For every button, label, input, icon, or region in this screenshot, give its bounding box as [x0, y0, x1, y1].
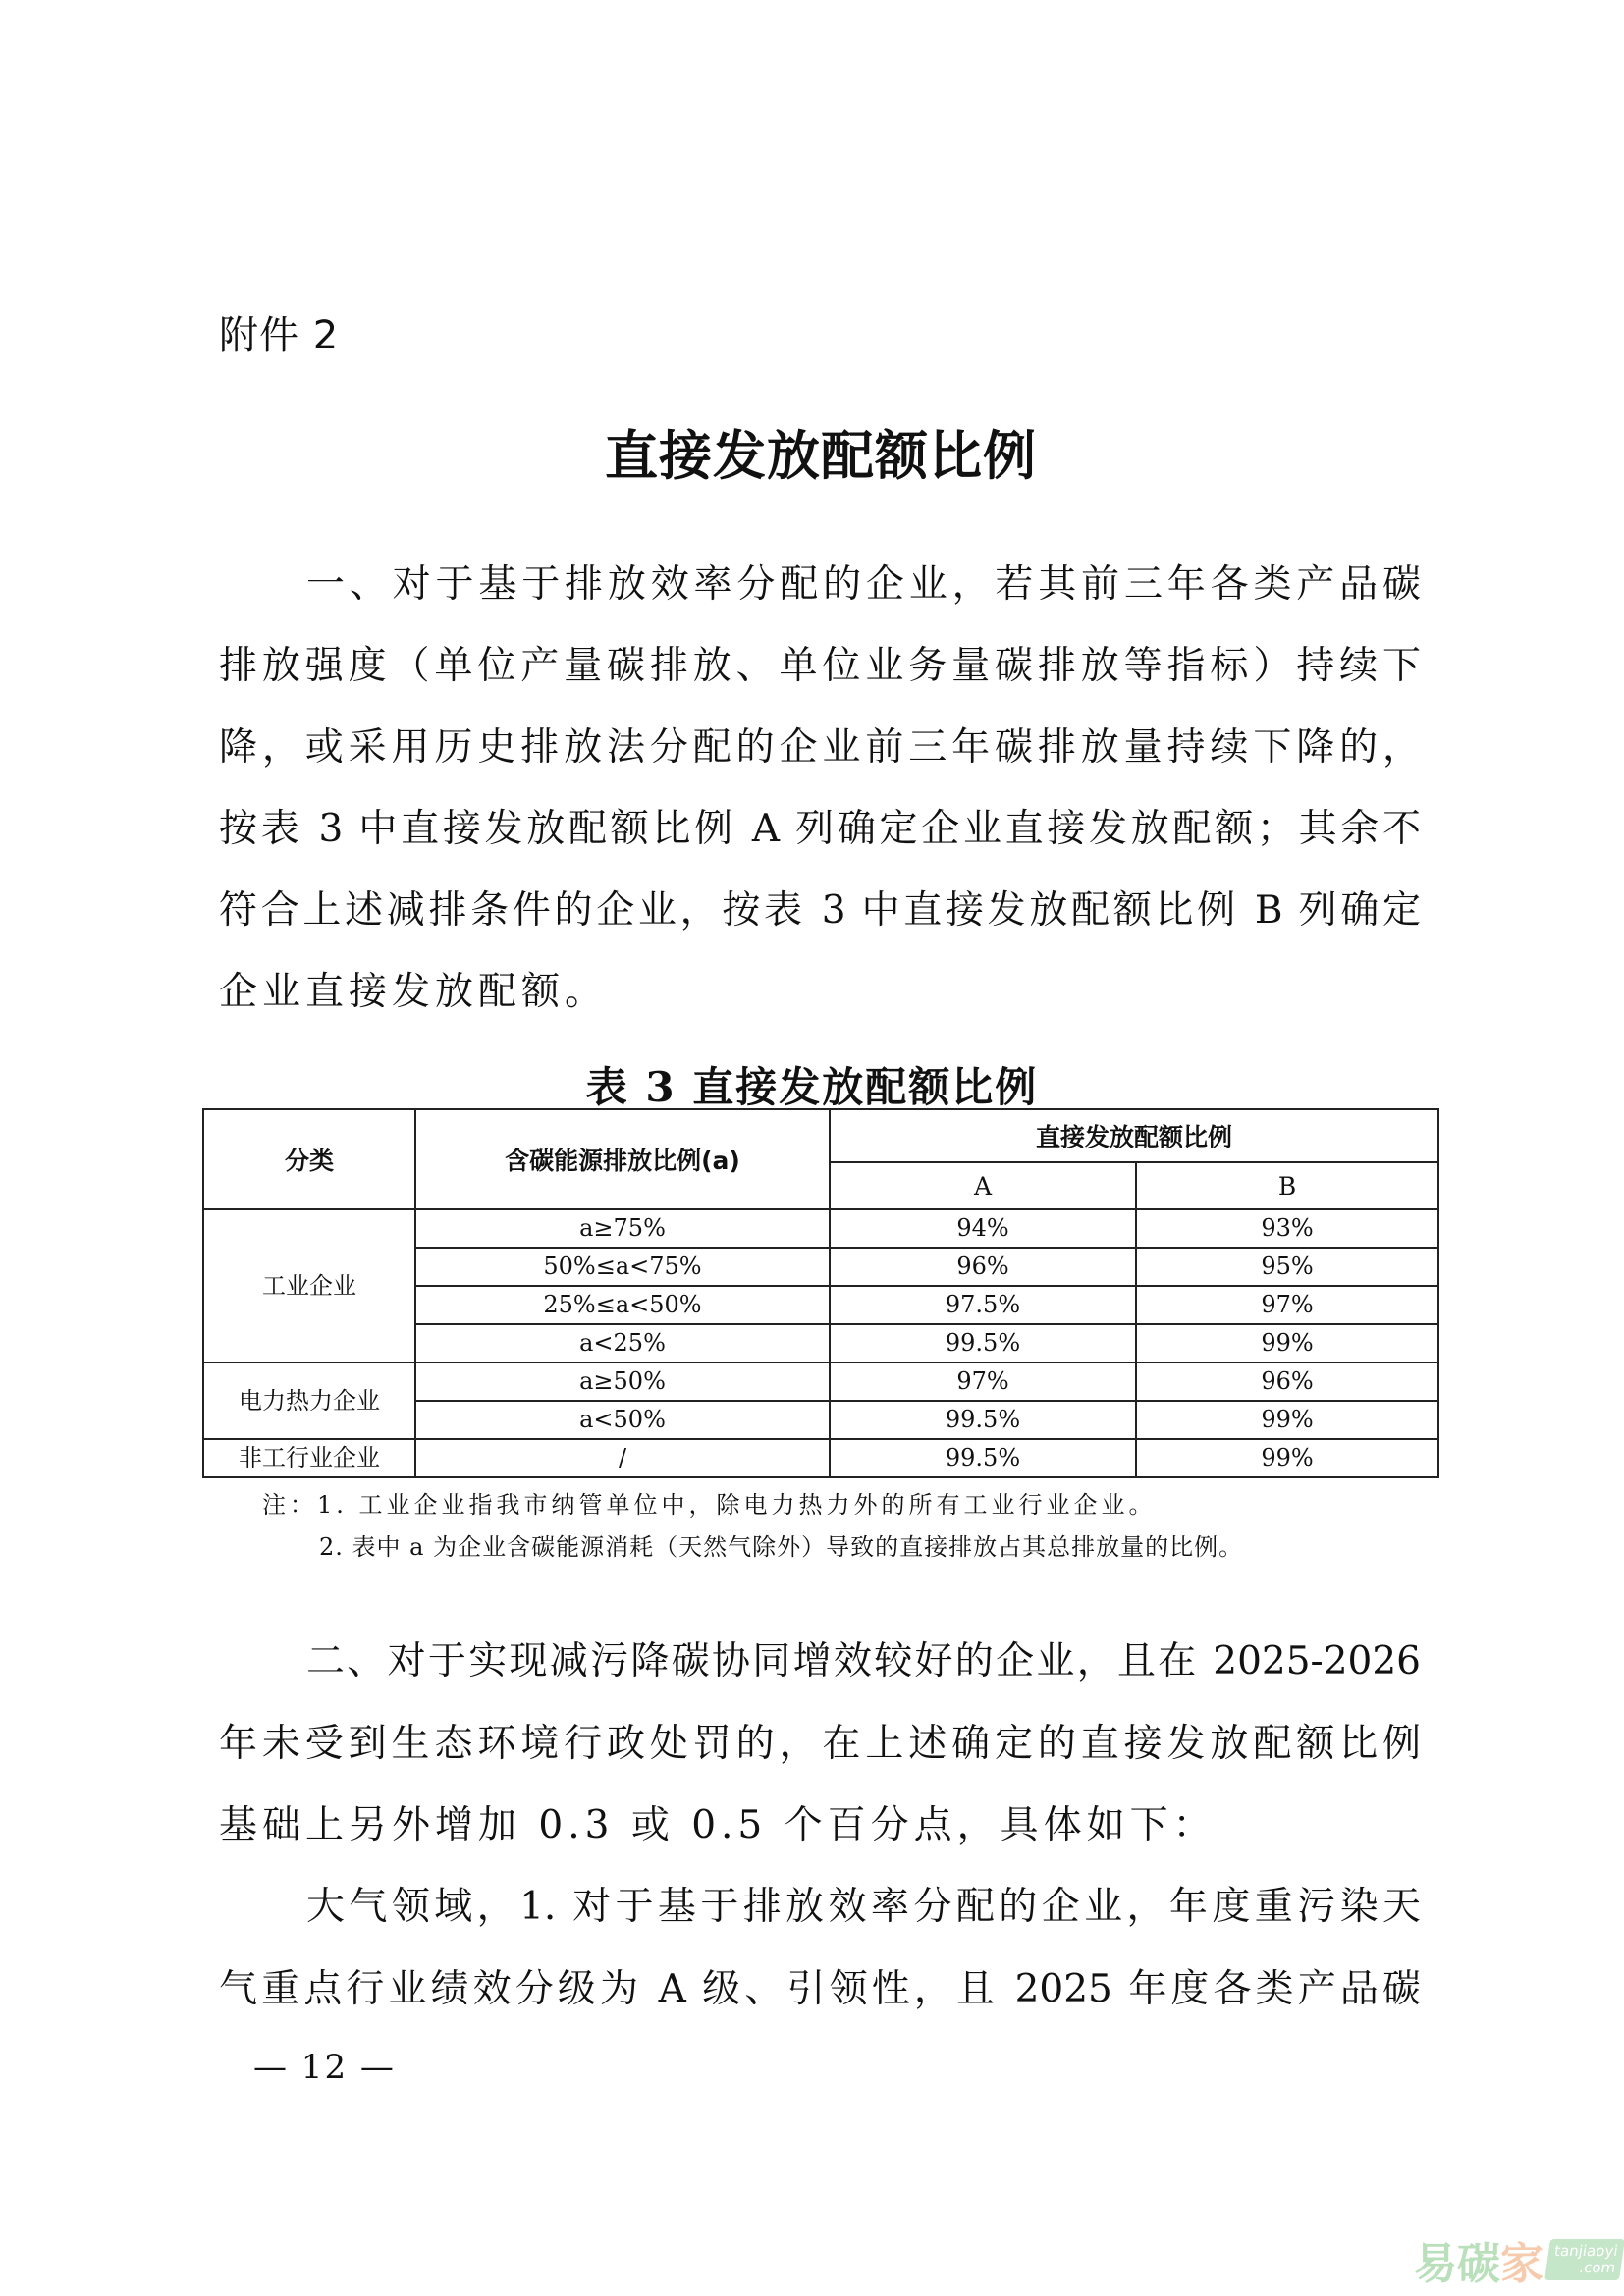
- page-title: 直接发放配额比例: [605, 424, 1037, 487]
- paragraph-line: 大气领域，1. 对于基于排放效率分配的企业，年度重污染天: [306, 1885, 1421, 1929]
- value-b-cell: 97%: [1136, 1286, 1438, 1324]
- paragraph-line: 按表 3 中直接发放配额比例 A 列确定企业直接发放配额；其余不: [219, 807, 1421, 851]
- paragraph-line: 排放强度（单位产量碳排放、单位业务量碳排放等指标）持续下: [219, 644, 1421, 688]
- ratio-cell: a≥75%: [415, 1209, 830, 1248]
- header-direct-ratio: 直接发放配额比例: [830, 1109, 1438, 1162]
- table-row: [203, 1362, 1438, 1401]
- header-ratio: 含碳能源排放比例(a): [415, 1109, 830, 1209]
- value-a-cell: 97.5%: [830, 1286, 1136, 1324]
- category-cell: 非工行业企业: [203, 1439, 415, 1477]
- value-b-cell: 99%: [1136, 1401, 1438, 1439]
- value-a-cell: 94%: [830, 1209, 1136, 1248]
- ratio-cell: 50%≤a<75%: [415, 1248, 830, 1286]
- allowance-ratio-table: [202, 1108, 1439, 1478]
- table-note-2: 2. 表中 a 为企业含碳能源消耗（天然气除外）导致的直接排放占其总排放量的比例。: [319, 1533, 1244, 1561]
- ratio-cell: a<25%: [415, 1324, 830, 1362]
- watermark-badge: [1544, 2239, 1624, 2280]
- value-a-cell: 96%: [830, 1248, 1136, 1286]
- value-b-cell: 99%: [1136, 1439, 1438, 1477]
- paragraph-line: 企业直接发放配额。: [219, 970, 609, 1014]
- ratio-cell: a<50%: [415, 1401, 830, 1439]
- paragraph-line: 一、对于基于排放效率分配的企业，若其前三年各类产品碳: [306, 562, 1421, 607]
- header-col-b: B: [1136, 1162, 1438, 1209]
- value-a-cell: 99.5%: [830, 1439, 1136, 1477]
- watermark-text-green: 易碳: [1414, 2239, 1500, 2289]
- value-a-cell: 99.5%: [830, 1401, 1136, 1439]
- table-row: [203, 1209, 1438, 1248]
- value-a-cell: 97%: [830, 1362, 1136, 1401]
- ratio-cell: /: [415, 1439, 830, 1477]
- attachment-label: 附件 2: [219, 313, 340, 358]
- category-cell: 电力热力企业: [203, 1362, 415, 1439]
- value-b-cell: 95%: [1136, 1248, 1438, 1286]
- ratio-cell: a≥50%: [415, 1362, 830, 1401]
- paragraph-line: 年未受到生态环境行政处罚的，在上述确定的直接发放配额比例: [219, 1722, 1421, 1766]
- paragraph-line: 降，或采用历史排放法分配的企业前三年碳排放量持续下降的，: [219, 725, 1421, 770]
- paragraph-line: 二、对于实现减污降碳协同增效较好的企业，且在 2025-2026: [306, 1639, 1421, 1683]
- paragraph-line: 符合上述减排条件的企业，按表 3 中直接发放配额比例 B 列确定: [219, 888, 1421, 933]
- watermark-badge-line2: .com: [1578, 2259, 1617, 2276]
- paragraph-line: 气重点行业绩效分级为 A 级、引领性，且 2025 年度各类产品碳: [219, 1967, 1421, 2011]
- category-cell: 工业企业: [203, 1209, 415, 1362]
- table-note-1: 注：1. 工业企业指我市纳管单位中，除电力热力外的所有工业行业企业。: [262, 1491, 1157, 1519]
- paragraph-line: 基础上另外增加 0.3 或 0.5 个百分点，具体如下：: [219, 1803, 1217, 1847]
- table-row: [203, 1439, 1438, 1477]
- value-b-cell: 99%: [1136, 1324, 1438, 1362]
- header-category: 分类: [203, 1109, 415, 1209]
- watermark-badge-line1: tanjiaoyi: [1553, 2242, 1619, 2260]
- value-b-cell: 96%: [1136, 1362, 1438, 1401]
- value-b-cell: 93%: [1136, 1209, 1438, 1248]
- watermark-text-peach: 家: [1500, 2239, 1543, 2289]
- header-col-a: A: [830, 1162, 1136, 1209]
- value-a-cell: 99.5%: [830, 1324, 1136, 1362]
- watermark-logo: [1414, 2230, 1622, 2289]
- page-number: — 12 —: [253, 2048, 396, 2087]
- table-caption: 表 3 直接发放配额比例: [585, 1063, 1039, 1111]
- ratio-cell: 25%≤a<50%: [415, 1286, 830, 1324]
